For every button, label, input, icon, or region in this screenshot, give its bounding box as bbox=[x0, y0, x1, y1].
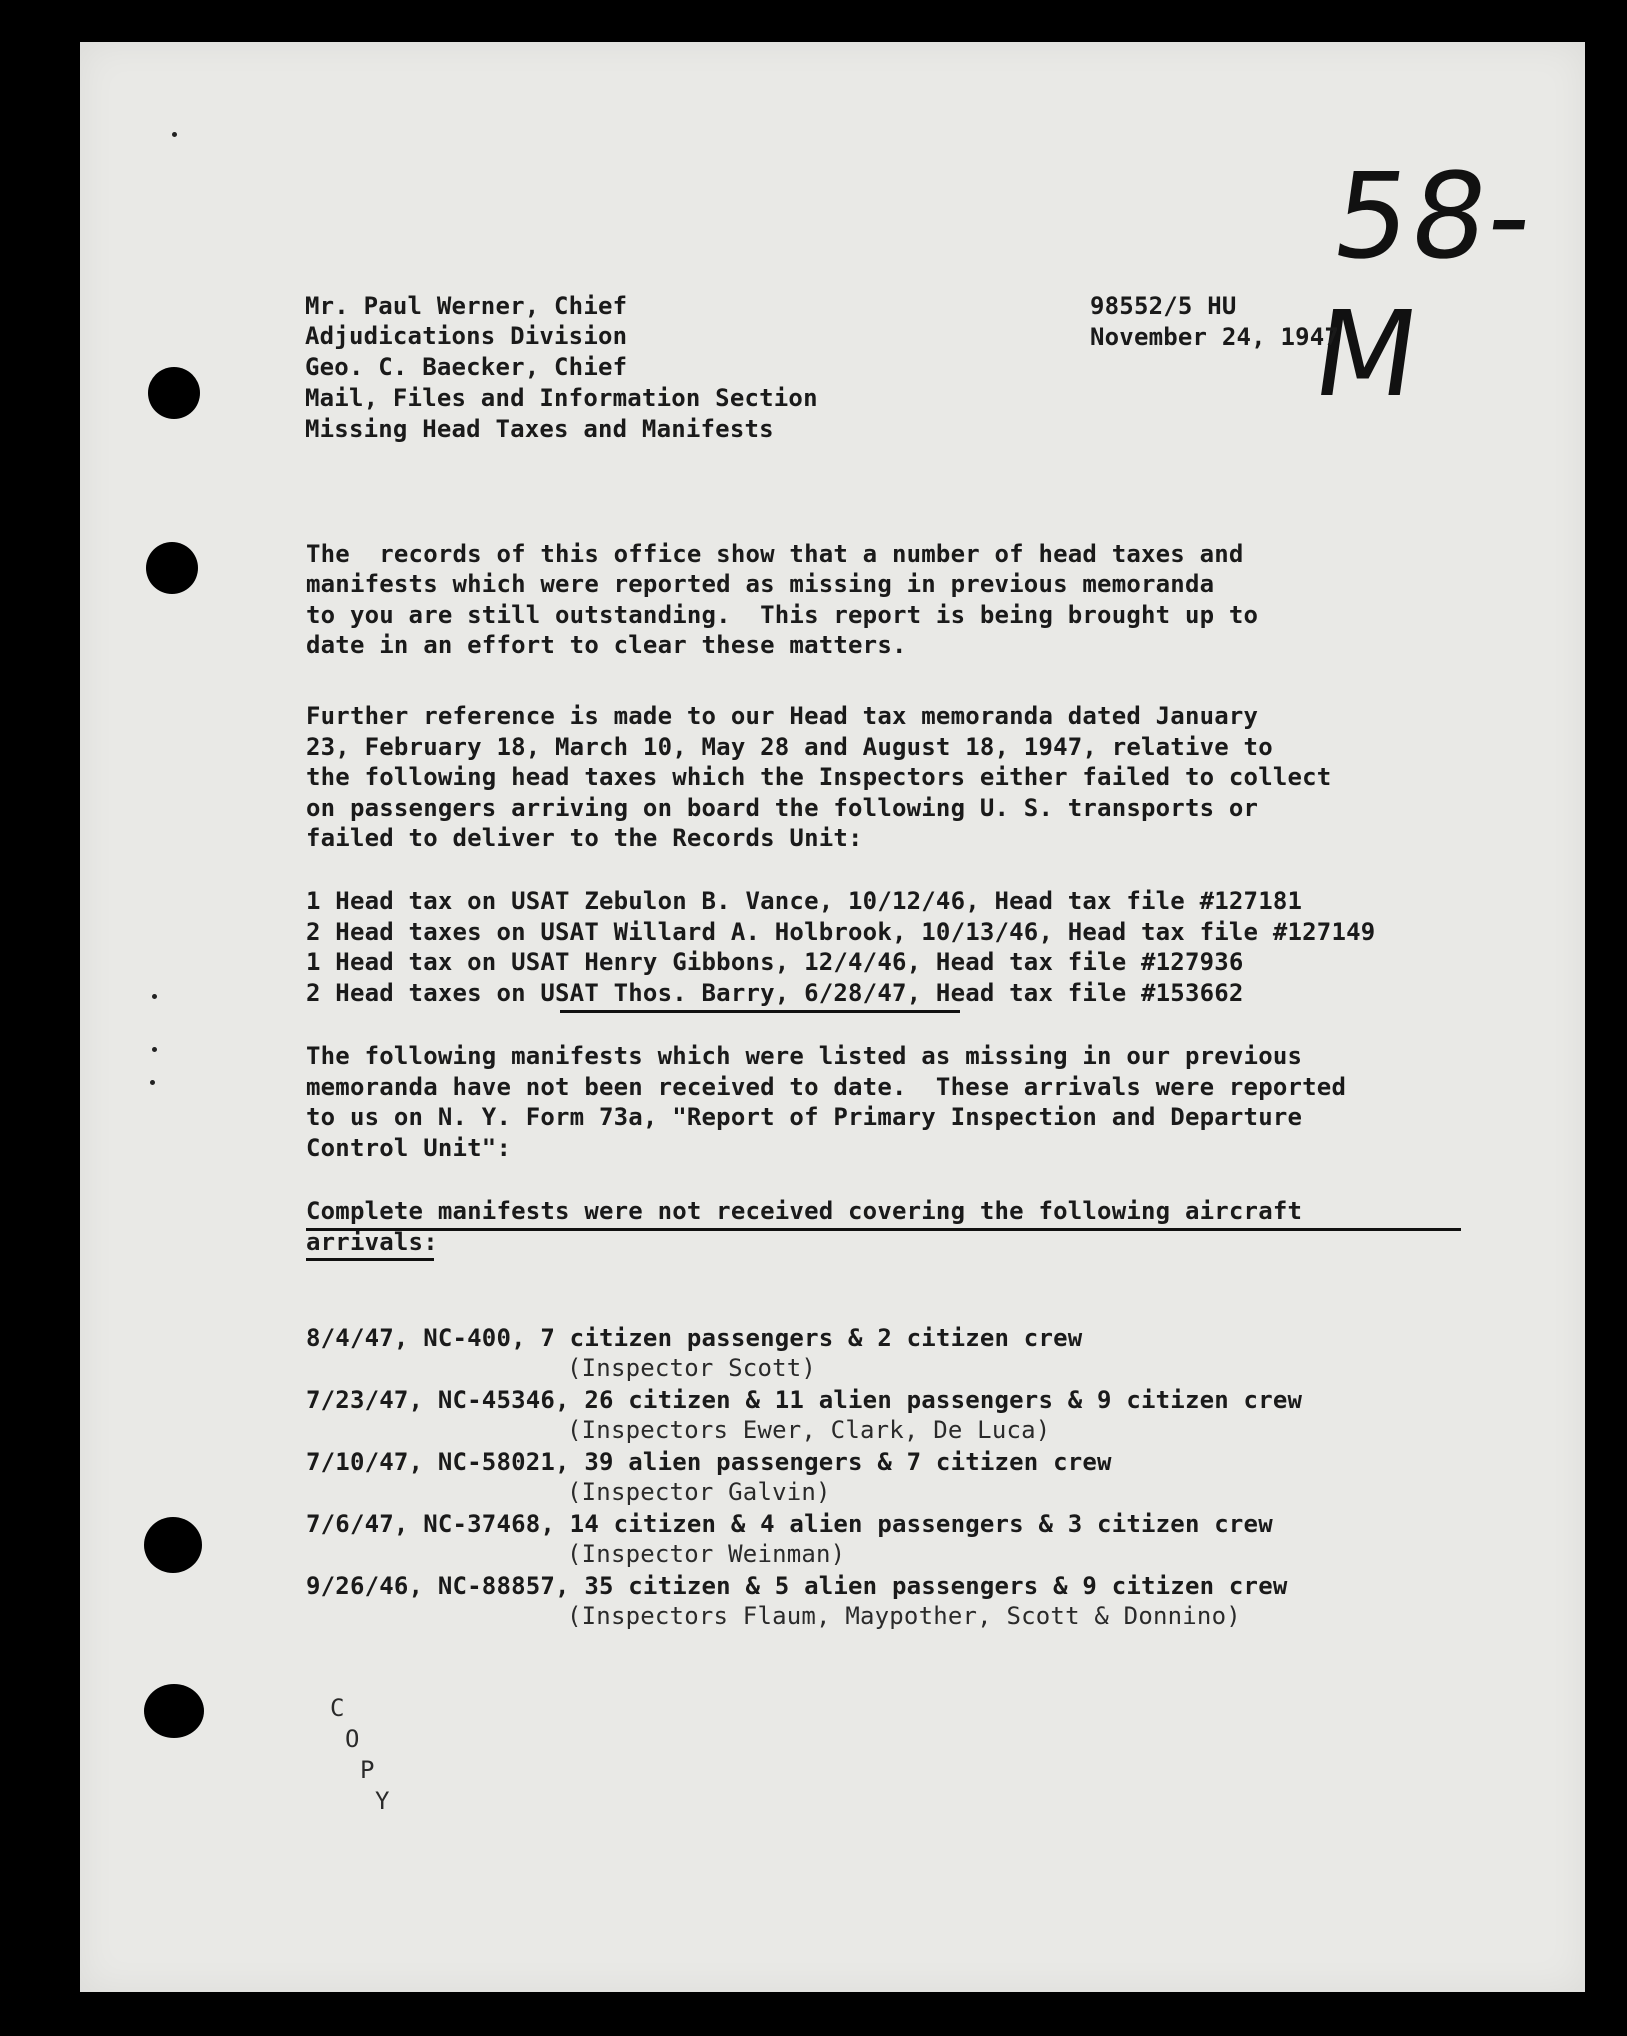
arrival-inspectors: (Inspectors Ewer, Clark, De Luca) bbox=[567, 1416, 1051, 1444]
copy-stamp-letter: C bbox=[330, 1694, 345, 1722]
paragraph-line: The records of this office show that a number of head taxes and bbox=[306, 540, 1244, 568]
copy-stamp-letter: Y bbox=[375, 1787, 390, 1815]
paragraph-line: memoranda have not been received to date. These arrivals were reported bbox=[306, 1073, 1347, 1101]
head-tax-item: 1 Head tax on USAT Henry Gibbons, 12/4/46, Head tax file #127936 bbox=[306, 948, 1244, 976]
paragraph-line: The following manifests which were listed as missing in our previous bbox=[306, 1042, 1303, 1070]
handwritten-file-mark: 58-M bbox=[1305, 147, 1544, 423]
speck-mark bbox=[152, 1047, 157, 1052]
punch-hole bbox=[148, 367, 200, 419]
arrival-inspectors: (Inspector Weinman) bbox=[567, 1540, 846, 1568]
header-to-line: Mr. Paul Werner, Chief bbox=[305, 292, 628, 320]
copy-stamp-letter: P bbox=[360, 1756, 375, 1784]
head-tax-item: 1 Head tax on USAT Zebulon B. Vance, 10/12/46, Head tax file #127181 bbox=[306, 887, 1303, 915]
punch-hole bbox=[146, 542, 198, 594]
speck-mark bbox=[150, 1080, 155, 1085]
underline-mark bbox=[560, 1010, 960, 1013]
paragraph-line: manifests which were reported as missing in previous memoranda bbox=[306, 570, 1215, 598]
heading-underline bbox=[306, 1258, 434, 1261]
section-heading-cont: arrivals: bbox=[306, 1228, 438, 1256]
arrival-line: 9/26/46, NC-88857, 35 citizen & 5 alien passengers & 9 citizen crew bbox=[306, 1572, 1288, 1600]
speck-mark bbox=[152, 994, 157, 999]
paragraph-line: Further reference is made to our Head tax memoranda dated January bbox=[306, 702, 1259, 730]
arrival-inspectors: (Inspectors Flaum, Maypother, Scott & Donnino) bbox=[567, 1602, 1241, 1630]
paragraph-line: Control Unit": bbox=[306, 1134, 512, 1162]
arrival-line: 7/6/47, NC-37468, 14 citizen & 4 alien passengers & 3 citizen crew bbox=[306, 1510, 1273, 1538]
paragraph-line: 23, February 18, March 10, May 28 and August 18, 1947, relative to bbox=[306, 733, 1273, 761]
arrival-line: 7/23/47, NC-45346, 26 citizen & 11 alien passengers & 9 citizen crew bbox=[306, 1386, 1303, 1414]
file-number: 98552/5 HU bbox=[1090, 292, 1237, 320]
arrival-inspectors: (Inspector Galvin) bbox=[567, 1478, 831, 1506]
punch-hole bbox=[144, 1684, 204, 1738]
paragraph-line: date in an effort to clear these matters. bbox=[306, 631, 907, 659]
heading-underline bbox=[306, 1228, 1461, 1231]
paragraph-line: to us on N. Y. Form 73a, "Report of Primary Inspection and Departure bbox=[306, 1103, 1303, 1131]
header-from-section: Mail, Files and Information Section bbox=[305, 384, 818, 412]
header-to-division: Adjudications Division bbox=[305, 322, 628, 350]
punch-hole bbox=[144, 1517, 202, 1573]
document-page bbox=[80, 42, 1585, 1992]
head-tax-item: 2 Head taxes on USAT Thos. Barry, 6/28/47, Head tax file #153662 bbox=[306, 979, 1244, 1007]
arrival-inspectors: (Inspector Scott) bbox=[567, 1354, 817, 1382]
paragraph-line: on passengers arriving on board the following U. S. transports or bbox=[306, 794, 1259, 822]
speck-mark bbox=[172, 132, 177, 137]
paragraph-line: to you are still outstanding. This report is being brought up to bbox=[306, 601, 1259, 629]
section-heading: Complete manifests were not received covering the following aircraft bbox=[306, 1197, 1303, 1225]
document-date: November 24, 1947 bbox=[1090, 323, 1340, 351]
head-tax-item: 2 Head taxes on USAT Willard A. Holbrook, 10/13/46, Head tax file #127149 bbox=[306, 918, 1376, 946]
copy-stamp-letter: O bbox=[345, 1725, 360, 1753]
arrival-line: 8/4/47, NC-400, 7 citizen passengers & 2 citizen crew bbox=[306, 1324, 1083, 1352]
paragraph-line: the following head taxes which the Inspectors either failed to collect bbox=[306, 763, 1332, 791]
header-from-line: Geo. C. Baecker, Chief bbox=[305, 353, 628, 381]
paragraph-line: failed to deliver to the Records Unit: bbox=[306, 824, 863, 852]
arrival-line: 7/10/47, NC-58021, 39 alien passengers & 7 citizen crew bbox=[306, 1448, 1112, 1476]
header-subject: Missing Head Taxes and Manifests bbox=[305, 415, 774, 443]
